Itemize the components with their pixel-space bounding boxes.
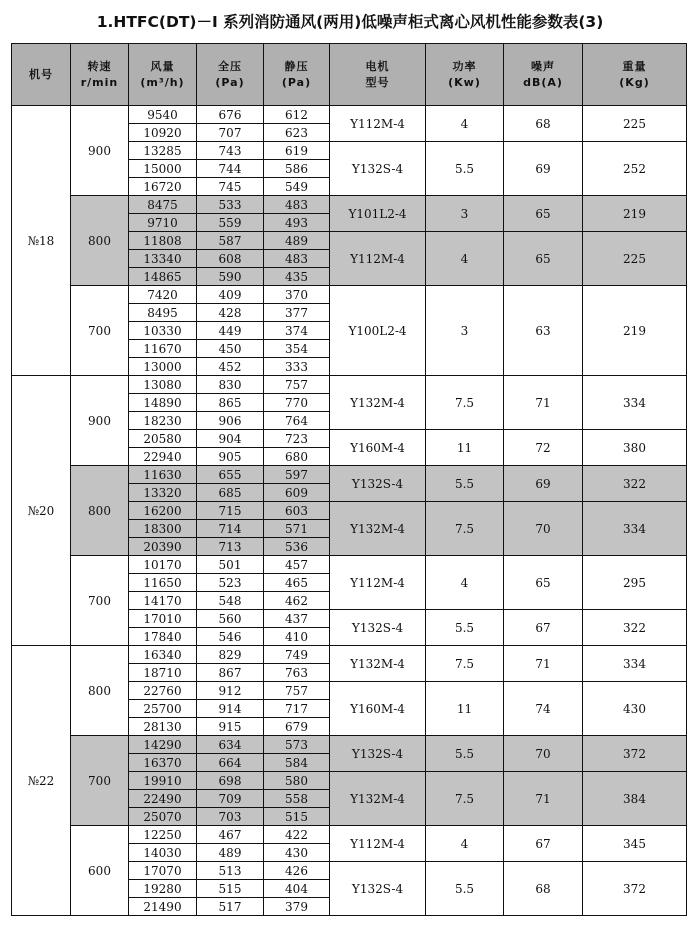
- airflow-cell: 14290: [129, 736, 197, 754]
- static-pressure-cell: 680: [264, 448, 330, 466]
- noise-cell: 71: [504, 646, 583, 682]
- table-row: [12, 736, 687, 754]
- header-motor: 电机 型号: [330, 44, 426, 106]
- static-pressure-cell: 763: [264, 664, 330, 682]
- static-pressure-cell: 430: [264, 844, 330, 862]
- total-pressure-cell: 450: [197, 340, 264, 358]
- weight-cell: 252: [583, 142, 687, 196]
- motor-model-cell: Y160M-4: [330, 430, 426, 466]
- fan-performance-table: [11, 43, 687, 916]
- airflow-cell: 9710: [129, 214, 197, 232]
- header-row: [12, 44, 687, 106]
- airflow-cell: 20580: [129, 430, 197, 448]
- table-row: [12, 106, 687, 124]
- airflow-cell: 10330: [129, 322, 197, 340]
- noise-cell: 70: [504, 502, 583, 556]
- airflow-cell: 15000: [129, 160, 197, 178]
- noise-cell: 71: [504, 376, 583, 430]
- static-pressure-cell: 462: [264, 592, 330, 610]
- static-pressure-cell: 377: [264, 304, 330, 322]
- total-pressure-cell: 548: [197, 592, 264, 610]
- airflow-cell: 11650: [129, 574, 197, 592]
- speed-cell: 900: [71, 376, 129, 466]
- static-pressure-cell: 483: [264, 196, 330, 214]
- weight-cell: 430: [583, 682, 687, 736]
- static-pressure-cell: 580: [264, 772, 330, 790]
- airflow-cell: 17010: [129, 610, 197, 628]
- header-noise: 噪声 dB(A): [504, 44, 583, 106]
- static-pressure-cell: 422: [264, 826, 330, 844]
- total-pressure-cell: 865: [197, 394, 264, 412]
- airflow-cell: 14030: [129, 844, 197, 862]
- power-cell: 5.5: [426, 862, 504, 916]
- motor-model-cell: Y160M-4: [330, 682, 426, 736]
- noise-cell: 65: [504, 196, 583, 232]
- static-pressure-cell: 549: [264, 178, 330, 196]
- static-pressure-cell: 770: [264, 394, 330, 412]
- airflow-cell: 16720: [129, 178, 197, 196]
- airflow-cell: 10170: [129, 556, 197, 574]
- airflow-cell: 13080: [129, 376, 197, 394]
- total-pressure-cell: 546: [197, 628, 264, 646]
- speed-cell: 900: [71, 106, 129, 196]
- total-pressure-cell: 501: [197, 556, 264, 574]
- airflow-cell: 14865: [129, 268, 197, 286]
- motor-model-cell: Y132S-4: [330, 736, 426, 772]
- total-pressure-cell: 560: [197, 610, 264, 628]
- noise-cell: 69: [504, 466, 583, 502]
- static-pressure-cell: 749: [264, 646, 330, 664]
- static-pressure-cell: 723: [264, 430, 330, 448]
- weight-cell: 219: [583, 196, 687, 232]
- speed-cell: 700: [71, 736, 129, 826]
- airflow-cell: 10920: [129, 124, 197, 142]
- static-pressure-cell: 457: [264, 556, 330, 574]
- total-pressure-cell: 449: [197, 322, 264, 340]
- motor-model-cell: Y132S-4: [330, 142, 426, 196]
- total-pressure-cell: 409: [197, 286, 264, 304]
- motor-model-cell: Y112M-4: [330, 106, 426, 142]
- header-static-pressure: 静压 (Pa): [264, 44, 330, 106]
- power-cell: 11: [426, 430, 504, 466]
- static-pressure-cell: 679: [264, 718, 330, 736]
- total-pressure-cell: 906: [197, 412, 264, 430]
- airflow-cell: 16340: [129, 646, 197, 664]
- static-pressure-cell: 515: [264, 808, 330, 826]
- motor-model-cell: Y132S-4: [330, 610, 426, 646]
- motor-model-cell: Y101L2-4: [330, 196, 426, 232]
- static-pressure-cell: 404: [264, 880, 330, 898]
- static-pressure-cell: 435: [264, 268, 330, 286]
- fan-model-cell: №22: [12, 646, 71, 916]
- total-pressure-cell: 559: [197, 214, 264, 232]
- total-pressure-cell: 709: [197, 790, 264, 808]
- airflow-cell: 25700: [129, 700, 197, 718]
- table-row: [12, 286, 687, 304]
- static-pressure-cell: 333: [264, 358, 330, 376]
- airflow-cell: 21490: [129, 898, 197, 916]
- table-row: [12, 466, 687, 484]
- airflow-cell: 13000: [129, 358, 197, 376]
- motor-model-cell: Y132M-4: [330, 502, 426, 556]
- motor-model-cell: Y132S-4: [330, 466, 426, 502]
- static-pressure-cell: 426: [264, 862, 330, 880]
- noise-cell: 74: [504, 682, 583, 736]
- airflow-cell: 22940: [129, 448, 197, 466]
- total-pressure-cell: 714: [197, 520, 264, 538]
- airflow-cell: 14890: [129, 394, 197, 412]
- table-row: [12, 196, 687, 214]
- motor-model-cell: Y132M-4: [330, 772, 426, 826]
- static-pressure-cell: 623: [264, 124, 330, 142]
- static-pressure-cell: 757: [264, 682, 330, 700]
- speed-cell: 800: [71, 466, 129, 556]
- static-pressure-cell: 717: [264, 700, 330, 718]
- static-pressure-cell: 597: [264, 466, 330, 484]
- static-pressure-cell: 437: [264, 610, 330, 628]
- weight-cell: 225: [583, 106, 687, 142]
- weight-cell: 334: [583, 646, 687, 682]
- static-pressure-cell: 354: [264, 340, 330, 358]
- header-weight: 重量 (Kg): [583, 44, 687, 106]
- airflow-cell: 20390: [129, 538, 197, 556]
- total-pressure-cell: 905: [197, 448, 264, 466]
- static-pressure-cell: 619: [264, 142, 330, 160]
- noise-cell: 63: [504, 286, 583, 376]
- power-cell: 7.5: [426, 502, 504, 556]
- motor-model-cell: Y100L2-4: [330, 286, 426, 376]
- table-row: [12, 376, 687, 394]
- header-power: 功率 (Kw): [426, 44, 504, 106]
- total-pressure-cell: 428: [197, 304, 264, 322]
- total-pressure-cell: 912: [197, 682, 264, 700]
- weight-cell: 225: [583, 232, 687, 286]
- fan-model-cell: №18: [12, 106, 71, 376]
- static-pressure-cell: 573: [264, 736, 330, 754]
- total-pressure-cell: 867: [197, 664, 264, 682]
- airflow-cell: 14170: [129, 592, 197, 610]
- total-pressure-cell: 904: [197, 430, 264, 448]
- static-pressure-cell: 370: [264, 286, 330, 304]
- airflow-cell: 17840: [129, 628, 197, 646]
- airflow-cell: 13285: [129, 142, 197, 160]
- static-pressure-cell: 465: [264, 574, 330, 592]
- total-pressure-cell: 467: [197, 826, 264, 844]
- header-model: 机号: [12, 44, 71, 106]
- page-title: 1.HTFC(DT)－Ⅰ 系列消防通风(两用)低噪声柜式离心风机性能参数表(3): [96, 13, 604, 31]
- total-pressure-cell: 707: [197, 124, 264, 142]
- weight-cell: 334: [583, 502, 687, 556]
- power-cell: 4: [426, 232, 504, 286]
- fan-model-cell: №20: [12, 376, 71, 646]
- weight-cell: 345: [583, 826, 687, 862]
- airflow-cell: 19280: [129, 880, 197, 898]
- static-pressure-cell: 603: [264, 502, 330, 520]
- static-pressure-cell: 757: [264, 376, 330, 394]
- noise-cell: 67: [504, 826, 583, 862]
- total-pressure-cell: 523: [197, 574, 264, 592]
- airflow-cell: 18230: [129, 412, 197, 430]
- speed-cell: 700: [71, 286, 129, 376]
- weight-cell: 219: [583, 286, 687, 376]
- static-pressure-cell: 536: [264, 538, 330, 556]
- static-pressure-cell: 571: [264, 520, 330, 538]
- airflow-cell: 11808: [129, 232, 197, 250]
- total-pressure-cell: 715: [197, 502, 264, 520]
- total-pressure-cell: 533: [197, 196, 264, 214]
- noise-cell: 65: [504, 556, 583, 610]
- total-pressure-cell: 703: [197, 808, 264, 826]
- total-pressure-cell: 744: [197, 160, 264, 178]
- motor-model-cell: Y112M-4: [330, 232, 426, 286]
- power-cell: 7.5: [426, 772, 504, 826]
- airflow-cell: 13340: [129, 250, 197, 268]
- total-pressure-cell: 590: [197, 268, 264, 286]
- airflow-cell: 12250: [129, 826, 197, 844]
- airflow-cell: 19910: [129, 772, 197, 790]
- total-pressure-cell: 698: [197, 772, 264, 790]
- airflow-cell: 25070: [129, 808, 197, 826]
- total-pressure-cell: 830: [197, 376, 264, 394]
- total-pressure-cell: 664: [197, 754, 264, 772]
- power-cell: 3: [426, 196, 504, 232]
- total-pressure-cell: 634: [197, 736, 264, 754]
- total-pressure-cell: 914: [197, 700, 264, 718]
- static-pressure-cell: 612: [264, 106, 330, 124]
- airflow-cell: 28130: [129, 718, 197, 736]
- airflow-cell: 11630: [129, 466, 197, 484]
- speed-cell: 800: [71, 196, 129, 286]
- static-pressure-cell: 483: [264, 250, 330, 268]
- power-cell: 7.5: [426, 646, 504, 682]
- noise-cell: 70: [504, 736, 583, 772]
- total-pressure-cell: 655: [197, 466, 264, 484]
- airflow-cell: 7420: [129, 286, 197, 304]
- header-total-pressure: 全压 (Pa): [197, 44, 264, 106]
- airflow-cell: 13320: [129, 484, 197, 502]
- airflow-cell: 8495: [129, 304, 197, 322]
- weight-cell: 372: [583, 736, 687, 772]
- total-pressure-cell: 513: [197, 862, 264, 880]
- static-pressure-cell: 558: [264, 790, 330, 808]
- power-cell: 5.5: [426, 142, 504, 196]
- total-pressure-cell: 608: [197, 250, 264, 268]
- airflow-cell: 11670: [129, 340, 197, 358]
- total-pressure-cell: 676: [197, 106, 264, 124]
- static-pressure-cell: 584: [264, 754, 330, 772]
- weight-cell: 334: [583, 376, 687, 430]
- total-pressure-cell: 517: [197, 898, 264, 916]
- power-cell: 5.5: [426, 466, 504, 502]
- noise-cell: 68: [504, 106, 583, 142]
- total-pressure-cell: 829: [197, 646, 264, 664]
- weight-cell: 380: [583, 430, 687, 466]
- static-pressure-cell: 410: [264, 628, 330, 646]
- power-cell: 3: [426, 286, 504, 376]
- motor-model-cell: Y112M-4: [330, 556, 426, 610]
- speed-cell: 600: [71, 826, 129, 916]
- total-pressure-cell: 743: [197, 142, 264, 160]
- static-pressure-cell: 764: [264, 412, 330, 430]
- total-pressure-cell: 713: [197, 538, 264, 556]
- static-pressure-cell: 489: [264, 232, 330, 250]
- power-cell: 11: [426, 682, 504, 736]
- motor-model-cell: Y132S-4: [330, 862, 426, 916]
- speed-cell: 700: [71, 556, 129, 646]
- airflow-cell: 16200: [129, 502, 197, 520]
- noise-cell: 69: [504, 142, 583, 196]
- power-cell: 4: [426, 106, 504, 142]
- power-cell: 4: [426, 556, 504, 610]
- weight-cell: 372: [583, 862, 687, 916]
- power-cell: 4: [426, 826, 504, 862]
- weight-cell: 295: [583, 556, 687, 610]
- airflow-cell: 18710: [129, 664, 197, 682]
- total-pressure-cell: 515: [197, 880, 264, 898]
- airflow-cell: 22490: [129, 790, 197, 808]
- static-pressure-cell: 609: [264, 484, 330, 502]
- airflow-cell: 18300: [129, 520, 197, 538]
- noise-cell: 72: [504, 430, 583, 466]
- airflow-cell: 17070: [129, 862, 197, 880]
- power-cell: 7.5: [426, 376, 504, 430]
- noise-cell: 65: [504, 232, 583, 286]
- speed-cell: 800: [71, 646, 129, 736]
- static-pressure-cell: 379: [264, 898, 330, 916]
- power-cell: 5.5: [426, 610, 504, 646]
- power-cell: 5.5: [426, 736, 504, 772]
- total-pressure-cell: 452: [197, 358, 264, 376]
- static-pressure-cell: 374: [264, 322, 330, 340]
- table-row: [12, 826, 687, 844]
- airflow-cell: 22760: [129, 682, 197, 700]
- static-pressure-cell: 493: [264, 214, 330, 232]
- total-pressure-cell: 915: [197, 718, 264, 736]
- motor-model-cell: Y112M-4: [330, 826, 426, 862]
- airflow-cell: 8475: [129, 196, 197, 214]
- noise-cell: 67: [504, 610, 583, 646]
- total-pressure-cell: 685: [197, 484, 264, 502]
- noise-cell: 71: [504, 772, 583, 826]
- header-airflow: 风量 (m³/h): [129, 44, 197, 106]
- airflow-cell: 9540: [129, 106, 197, 124]
- header-speed: 转速 r/min: [71, 44, 129, 106]
- total-pressure-cell: 745: [197, 178, 264, 196]
- table-row: [12, 556, 687, 574]
- weight-cell: 322: [583, 610, 687, 646]
- motor-model-cell: Y132M-4: [330, 646, 426, 682]
- table-body: [12, 106, 687, 916]
- airflow-cell: 16370: [129, 754, 197, 772]
- weight-cell: 322: [583, 466, 687, 502]
- weight-cell: 384: [583, 772, 687, 826]
- motor-model-cell: Y132M-4: [330, 376, 426, 430]
- static-pressure-cell: 586: [264, 160, 330, 178]
- total-pressure-cell: 587: [197, 232, 264, 250]
- total-pressure-cell: 489: [197, 844, 264, 862]
- table-row: [12, 646, 687, 664]
- noise-cell: 68: [504, 862, 583, 916]
